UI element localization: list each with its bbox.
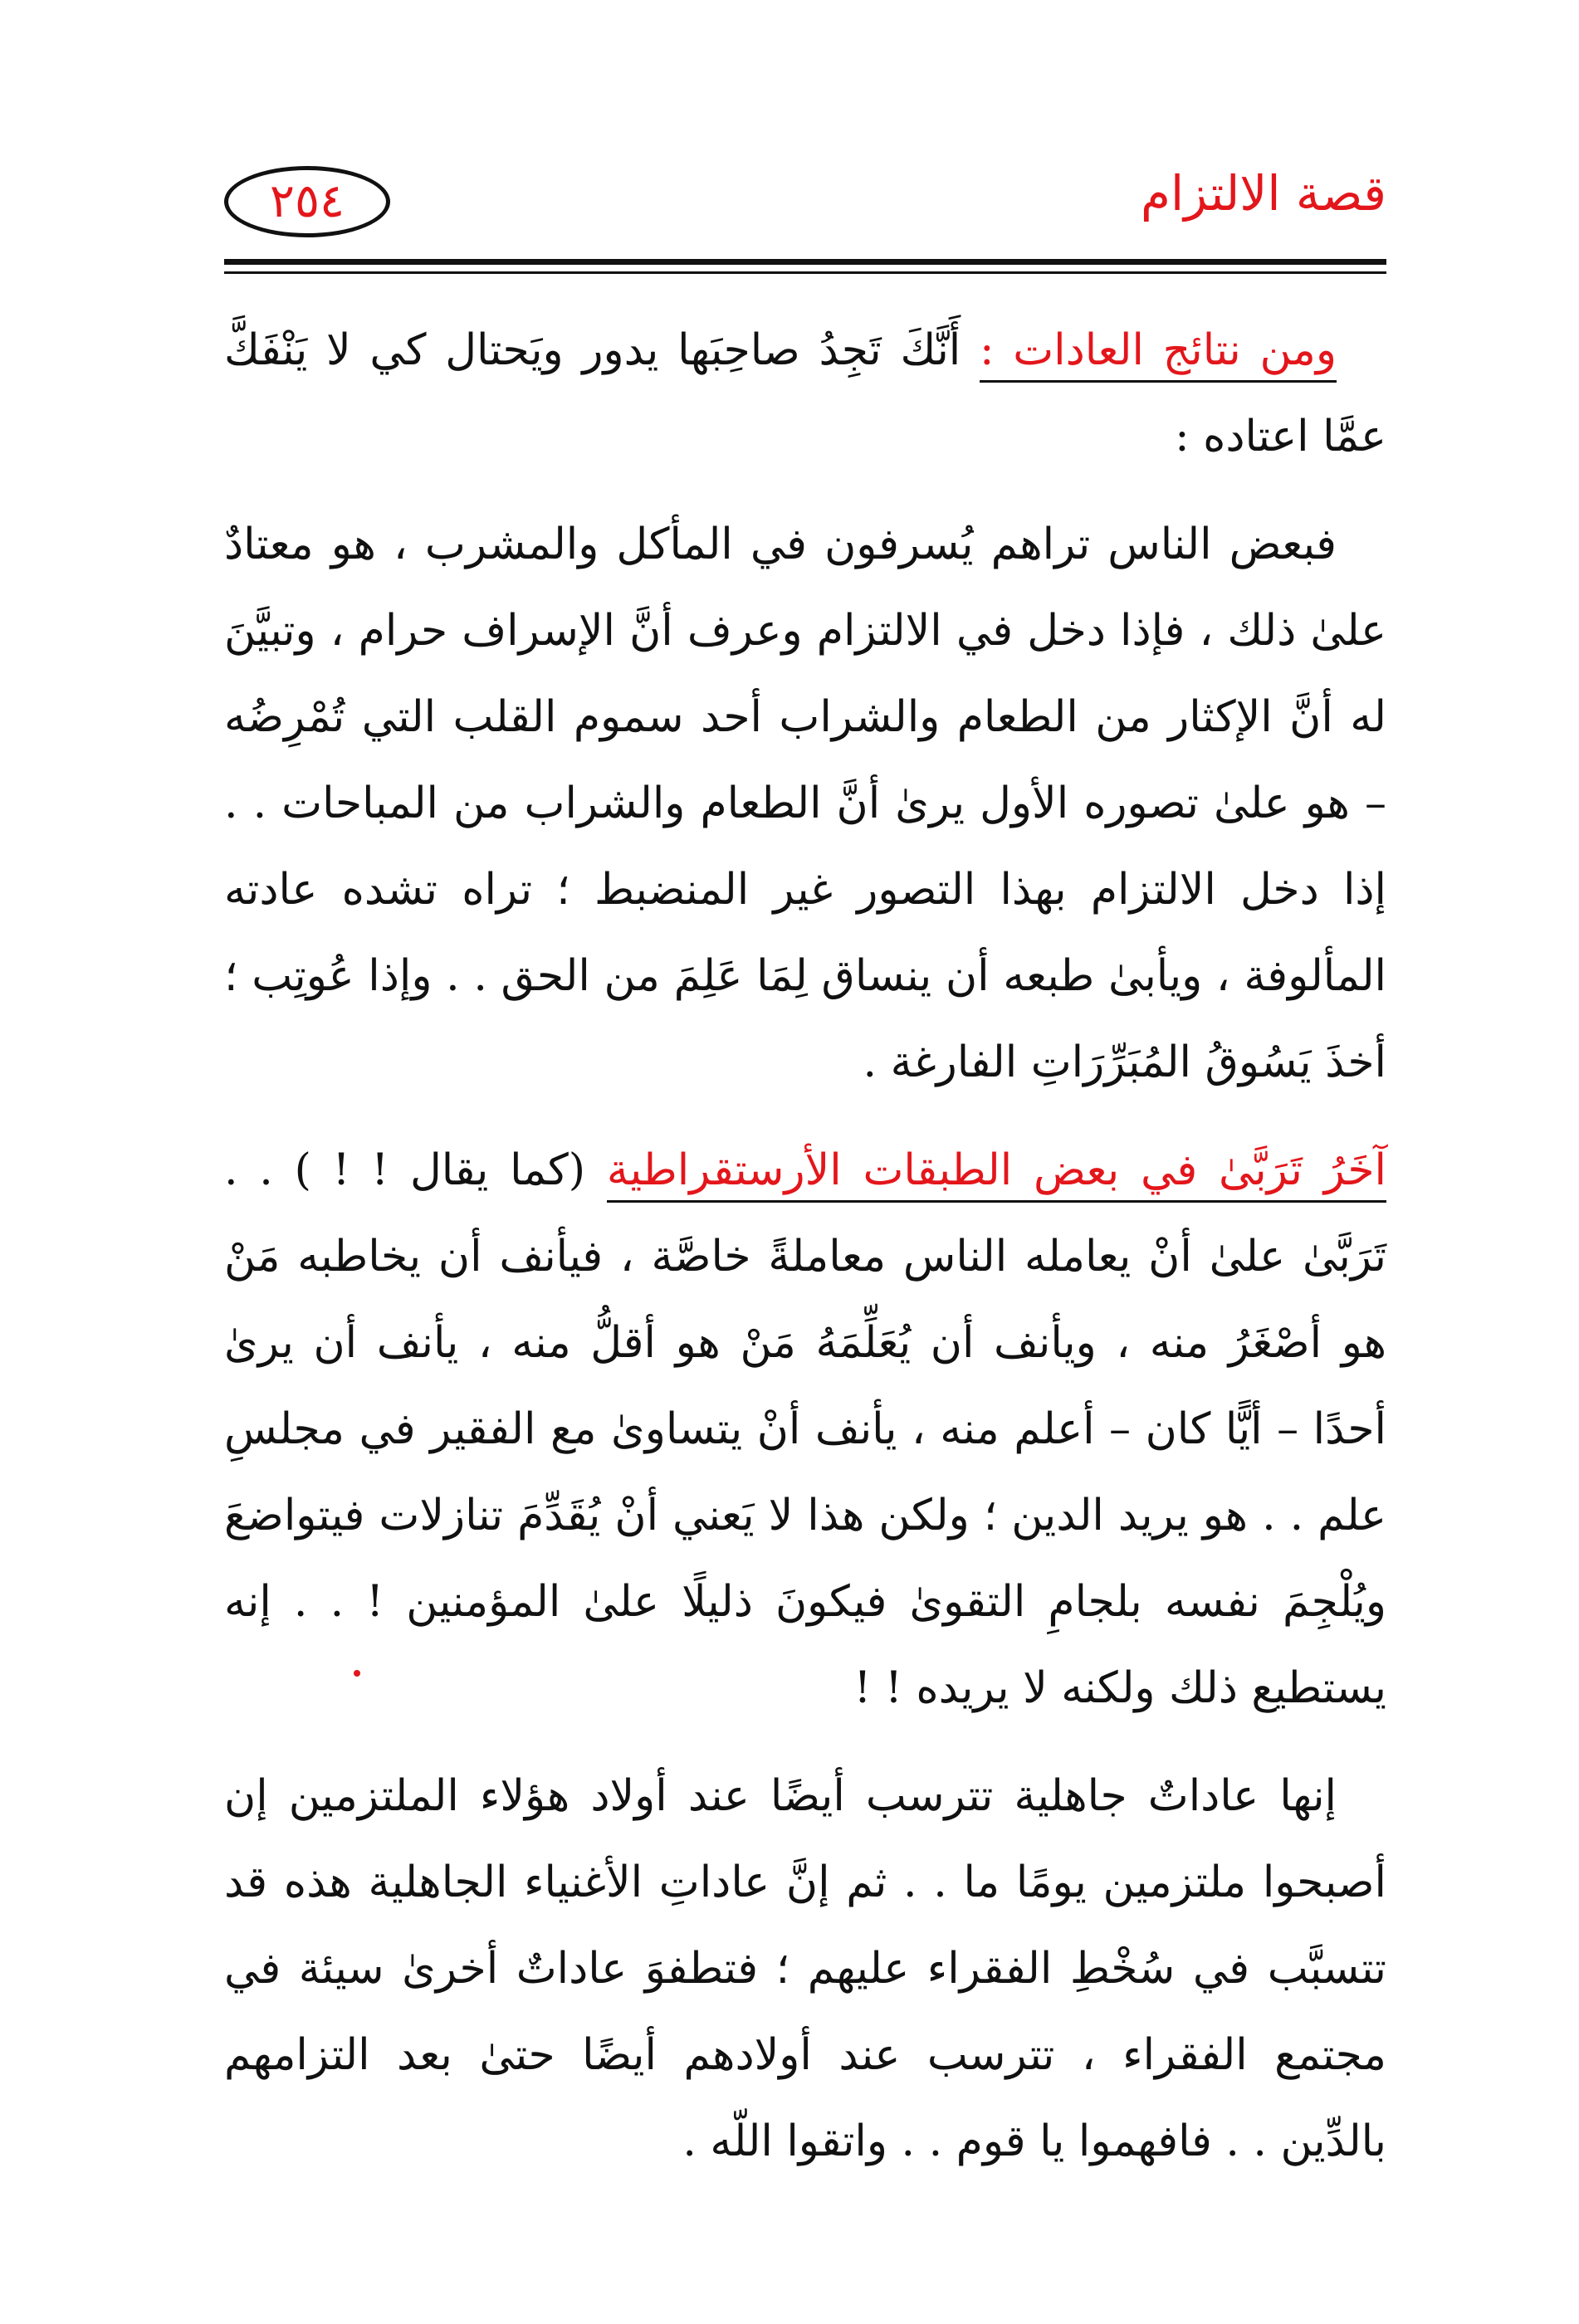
paragraph-text: إنها عاداتٌ جاهلية تترسب أيضًا عند أولاد هؤلاء الملتزمين إن أصبحوا ملتزمين يومًا ما . . ثم إنَّ عاداتِ الأغنياء الجاهلية هذه قد تتسبَّب في سُخْطِ الفقراء عليهم ؛ فتطفوَ عاداتٌ أخرىٰ سيئة في مجتمع الفقراء ، تترسب عند أولادهم أيضًا حتىٰ بعد التزامهم بالدِّين . . فافهموا يا قوم . . واتقوا اللّه . (224, 1771, 1386, 2166)
page-number-badge: ٢٥٤ (224, 166, 390, 237)
section-heading-aristocracy: آخَرُ تَرَبَّىٰ في بعض الطبقات الأرستقراطية (607, 1145, 1386, 1203)
paragraph-text: أَنَّكَ تَجِدُ صاحِبَها يدور ويَحتال كي لا يَنْفَكَّ عمَّا اعتاده : (224, 325, 1386, 461)
page-header (224, 166, 1386, 257)
paragraph-extravagance (224, 501, 1386, 1106)
book-title: قصة الالتزام (1141, 165, 1386, 222)
paragraph-habits-results (224, 307, 1386, 480)
paragraph-aristocracy (224, 1127, 1386, 1731)
header-rule-thin (224, 271, 1386, 274)
paragraph-jahili-habits (224, 1753, 1386, 2185)
paragraph-text: (كما يقال ! ! ) . . تَرَبَّىٰ علىٰ أنْ يعامله الناس معاملةً خاصَّة ، فيأنف أن يخاطبه مَنْ هو أصْغَرُ منه ، ويأنف أن يُعَلِّمَهُ مَنْ هو أقلُّ منه ، يأنف أن يرىٰ أحدًا – أيًّا كان – أعلم منه ، يأنف أنْ يتساوىٰ مع الفقير في مجلسِ علم . . هو يريد الدين ؛ ولكن هذا لا يَعني أنْ يُقَدِّمَ تنازلات فيتواضعَ ويُلْجِمَ نفسه بلجامِ التقوىٰ فيكونَ ذليلًا علىٰ المؤمنين ! . . إنه يستطيع ذلك ولكنه لا يريده ! ! (224, 1145, 1387, 1713)
paragraph-text: فبعض الناس تراهم يُسرفون في المأكل والمشرب ، هو معتادٌ علىٰ ذلك ، فإذا دخل في الالتزام وعرف أنَّ الإسراف حرام ، وتبيَّنَ له أنَّ الإكثار من الطعام والشراب أحد سموم القلب التي تُمْرِضُه – هو علىٰ تصوره الأول يرىٰ أنَّ الطعام والشراب من المباحات . . إذا دخل الالتزام بهذا التصور غير المنضبط ؛ تراه تشده عادته المألوفة ، ويأبىٰ طبعه أن ينساق لِمَا عَلِمَ من الحق . . وإذا عُوتِب ؛ أخذَ يَسُوقُ المُبَرِّرَاتِ الفارغة . (224, 520, 1386, 1087)
section-heading-habits-results: ومن نتائج العادات : (980, 325, 1337, 383)
header-rule-thick (224, 259, 1386, 265)
red-dot-mark (354, 1670, 360, 1677)
page-body (224, 307, 1386, 2185)
